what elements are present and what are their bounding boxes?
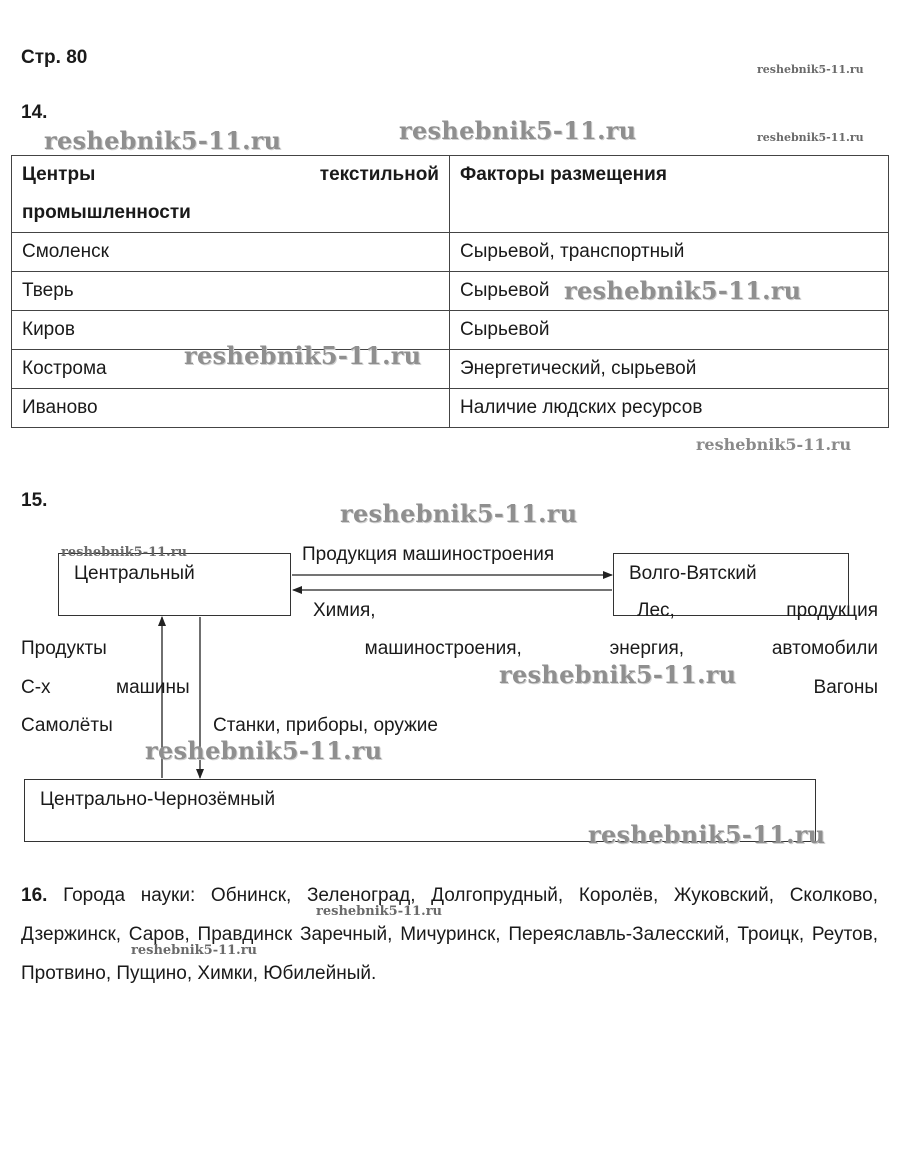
center-cell: Кострома [12,350,450,389]
watermark: reshebnik5-11.ru [757,63,864,76]
watermark: reshebnik5-11.ru [564,276,802,305]
watermark: reshebnik5-11.ru [145,736,383,765]
factors-cell: Сырьевой, транспортный [450,233,889,272]
flow-word: Лес, [637,600,675,621]
task-16-paragraph [21,876,878,993]
center-cell: Иваново [12,389,450,428]
header-centers-word1: Центры [22,164,96,185]
header-factors: Факторы размещения [450,156,889,233]
flow-line-4-left: Самолёты [21,715,113,736]
flow-line-4-right: Станки, приборы, оружие [213,715,438,736]
box-central-label: Центральный [74,563,195,584]
watermark: reshebnik5-11.ru [696,435,852,454]
factors-cell: Энергетический, сырьевой [450,350,889,389]
watermark: reshebnik5-11.ru [757,131,864,144]
flow-line-3-left-1: С-х [21,677,51,698]
watermark: reshebnik5-11.ru [340,499,578,528]
box-chernozem-label: Центрально-Чернозёмный [40,789,276,810]
task-14-number: 14. [21,102,48,123]
watermark: reshebnik5-11.ru [184,341,422,370]
flow-word: продукция [786,600,878,621]
task-15-number: 15. [21,490,48,511]
factors-cell: Сырьевой [450,272,889,311]
box-volgo-label: Волго-Вятский [629,563,757,584]
center-cell: Смоленск [12,233,450,272]
watermark: reshebnik5-11.ru [316,904,443,919]
task-16-text: Города науки: Обнинск, Зеленоград, Долгопрудный, Королёв, Жуковский, Сколково, Дзержинск, Саров, Правдинск Заречный, Мичуринск, Переяславль-Залесский, Троицк, Реутов, Протвино, Пущино, Химки, Юбилейный. [21,885,878,984]
arrow-top-label: Продукция машиностроения [302,544,555,565]
watermark: reshebnik5-11.ru [131,943,258,958]
watermark: reshebnik5-11.ru [499,660,737,689]
flow-word: энергия, [609,638,685,659]
watermark: reshebnik5-11.ru [588,820,826,849]
watermark: reshebnik5-11.ru [44,126,282,155]
flow-word: Продукты [21,638,107,659]
watermark: reshebnik5-11.ru [61,545,188,560]
flow-line-3-left-2: машины [116,677,190,698]
flow-word: Химия, [313,600,376,621]
watermark: reshebnik5-11.ru [399,116,637,145]
flow-word: машиностроения, [364,638,522,659]
center-cell: Тверь [12,272,450,311]
flow-word: автомобили [771,638,878,659]
header-centers-line2: промышленности [22,202,191,223]
task-16-number: 16. [21,885,48,906]
header-centers-word2: текстильной [319,164,439,185]
center-cell: Киров [12,311,450,350]
flow-line-1 [313,600,878,622]
page-label: Стр. 80 [21,47,88,68]
flow-line-3-right: Вагоны [813,677,878,698]
factors-cell: Сырьевой [450,311,889,350]
factors-cell: Наличие людских ресурсов [450,389,889,428]
flow-line-2 [21,638,878,660]
